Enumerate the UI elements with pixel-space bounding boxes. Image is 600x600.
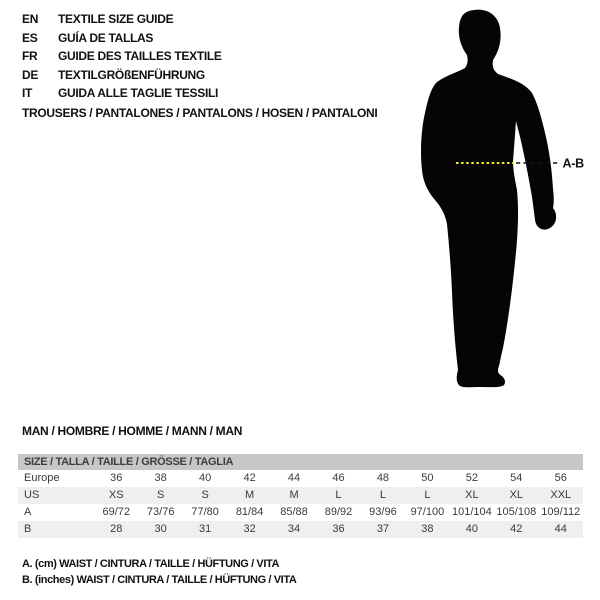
size-cell: 38 <box>421 523 434 535</box>
language-row <box>22 66 222 85</box>
size-cell: L <box>335 489 342 501</box>
size-cell: L <box>424 489 431 501</box>
size-cell: 31 <box>199 523 212 535</box>
size-cell: 85/88 <box>280 506 308 518</box>
man-silhouette <box>400 0 600 420</box>
table-row <box>18 470 583 487</box>
size-table <box>18 454 583 538</box>
size-cell: L <box>379 489 386 501</box>
size-cell: XL <box>465 489 479 501</box>
size-cell: 56 <box>554 472 567 484</box>
category-title: TROUSERS / PANTALONES / PANTALONS / HOSEN / PANTALONI <box>22 106 378 120</box>
size-cell: 28 <box>110 523 123 535</box>
size-table-header: SIZE / TALLA / TAILLE / GRÖSSE / TAGLIA <box>18 454 583 470</box>
language-code: IT <box>22 86 33 100</box>
table-row <box>18 521 583 538</box>
size-cell: 44 <box>554 523 567 535</box>
size-cell: 50 <box>421 472 434 484</box>
size-cell: 89/92 <box>324 506 353 518</box>
language-label: GUIDA ALLE TAGLIE TESSILI <box>58 86 219 100</box>
language-label: TEXTILGRÖßENFÜHRUNG <box>58 67 205 82</box>
row-label: A <box>24 506 32 518</box>
size-cell: 30 <box>154 523 167 535</box>
size-cell: 37 <box>376 523 390 535</box>
size-cell: 48 <box>376 472 390 484</box>
language-list <box>22 10 222 103</box>
language-label: GUIDE DES TAILLES TEXTILE <box>58 49 222 63</box>
size-cell: 105/108 <box>496 506 537 518</box>
gender-title: MAN / HOMBRE / HOMME / MANN / MAN <box>22 424 243 438</box>
size-cell: 77/80 <box>191 506 219 518</box>
size-table-rows <box>18 470 583 538</box>
size-cell: 46 <box>332 472 345 484</box>
row-label: Europe <box>24 472 60 484</box>
size-cell: S <box>201 489 209 501</box>
size-cell: M <box>289 489 299 501</box>
size-cell: 54 <box>510 472 523 484</box>
language-label: GUÍA DE TALLAS <box>58 30 154 45</box>
size-cell: 34 <box>287 523 301 535</box>
language-row <box>22 29 222 48</box>
size-cell: XS <box>108 489 124 501</box>
size-cell: 69/72 <box>102 506 130 518</box>
notes <box>22 556 296 588</box>
size-cell: 81/84 <box>235 506 264 518</box>
size-cell: 73/76 <box>146 506 175 518</box>
language-label: TEXTILE SIZE GUIDE <box>58 12 174 26</box>
table-row <box>18 504 583 521</box>
size-cell: 93/96 <box>369 506 397 518</box>
size-cell: 36 <box>110 472 123 484</box>
size-cell: 42 <box>510 523 523 535</box>
man-silhouette-shape <box>421 10 556 388</box>
size-cell: 36 <box>332 523 345 535</box>
language-code: EN <box>22 12 39 26</box>
measure-note: B. (inches) WAIST / CINTURA / TAILLE / HÜFTUNG / VITA <box>22 574 297 586</box>
size-cell: 40 <box>465 523 478 535</box>
language-row <box>22 10 222 29</box>
measure-note: A. (cm) WAIST / CINTURA / TAILLE / HÜFTUNG / VITA <box>22 558 280 570</box>
language-code: FR <box>22 49 38 63</box>
size-cell: 52 <box>465 472 478 484</box>
language-row <box>22 47 222 66</box>
measure-label: A-B <box>562 156 584 171</box>
size-cell: 97/100 <box>410 506 445 518</box>
size-cell: 38 <box>154 472 167 484</box>
language-code: DE <box>22 67 39 82</box>
size-cell: 101/104 <box>451 506 492 518</box>
row-label: US <box>24 489 40 501</box>
row-label: B <box>24 523 32 535</box>
size-cell: S <box>157 489 165 501</box>
language-code: ES <box>22 30 38 45</box>
size-cell: XXL <box>550 489 572 501</box>
language-row <box>22 84 222 103</box>
size-cell: 32 <box>243 523 256 535</box>
size-cell: 109/112 <box>541 506 581 518</box>
size-cell: XL <box>509 489 524 501</box>
size-cell: 42 <box>243 472 256 484</box>
table-row <box>18 487 583 504</box>
size-cell: M <box>245 489 255 501</box>
size-cell: 40 <box>199 472 212 484</box>
size-cell: 44 <box>287 472 301 484</box>
